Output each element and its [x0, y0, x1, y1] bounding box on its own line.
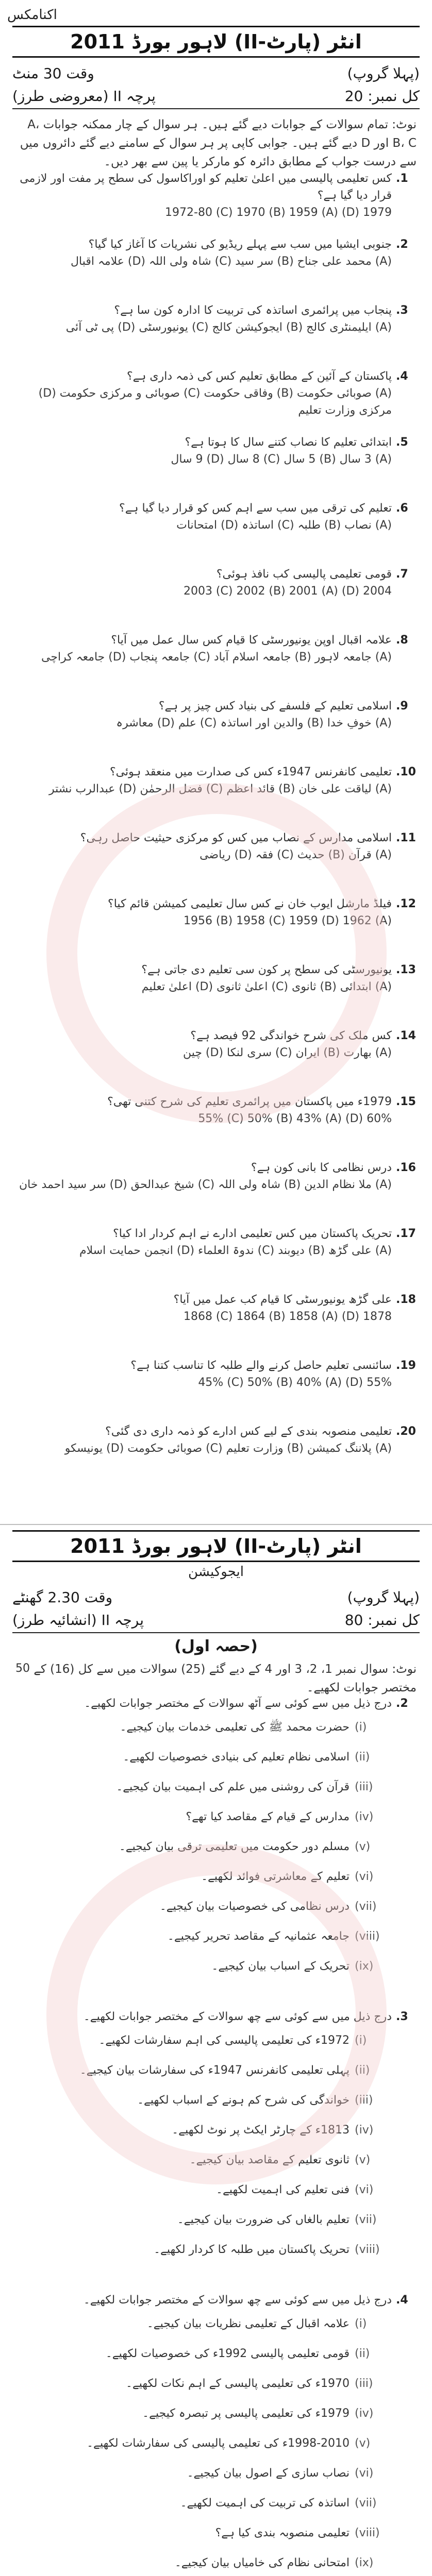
question-number: 2. — [396, 238, 408, 251]
question-options: 55% (D) 45% (C) 50% (B) 40% (A) — [198, 1376, 392, 1389]
question-number: 19. — [396, 1359, 416, 1372]
question-item — [15, 1357, 417, 1391]
question-item — [15, 368, 417, 419]
subject-label-2: ایجوکیشن — [188, 1564, 244, 1580]
short-question-text: قرآن کی روشنی میں علم کی اہمیت بیان کیجیے۔ — [116, 1781, 350, 1793]
question-stem: پنجاب میں پرائمری اساتذہ کی تربیت کا ادارہ کون سا ہے؟ — [114, 304, 392, 317]
question-number: 1. — [396, 172, 408, 185]
short-question-item — [15, 2122, 417, 2139]
question-item — [15, 1423, 417, 1457]
question-number: 7. — [396, 568, 408, 581]
question-options: (A) لیاقت علی خان (B) قائد اعظم (C) فضل الرحمٰن (D) عبدالرب نشتر — [48, 783, 392, 795]
short-question-text: 1970ء کی تعلیمی پالیسی کے اہم نکات لکھیے۔ — [125, 2377, 350, 2390]
roman-numeral: (vi) — [355, 2183, 374, 2196]
question-stem: اسلامی تعلیم کے فلسفے کی بنیاد کس چیز پر ہے؟ — [158, 700, 392, 713]
question-options: (A) محمد علی جناح (B) سر سید (C) شاہ ولی اللہ (D) علامہ اقبال — [71, 255, 392, 268]
question-options: (A) ابتدائی (B) ثانوی (C) اعلیٰ ثانوی (D) اعلیٰ تعلیم — [141, 980, 392, 993]
question-stem: کس تعلیمی پالیسی میں اعلیٰ تعلیم کو اوراکاسول کی سطح پر مفت اور لازمی قرار دیا گیا ہے؟ — [20, 172, 392, 202]
board-banner-2: انٹر (پارٹ-II) لاہور بورڈ 2011 — [12, 1530, 420, 1562]
question-number: 17. — [396, 1227, 416, 1240]
instructions-note: نوٹ: تمام سوالات کے جوابات دیے گئے ہیں۔ ہر سوال کے چار ممکنہ جوابات A، B، C اور D دیے گئے ہیں۔ جوابی کاپی پر ہر سوال کے سامنے دیے گئے دائروں میں سے درست جواب کے مطابق دائرہ کو مارکر یا پین سے بھر دیں۔ — [20, 118, 417, 168]
short-question-text: مدارس کے قیام کے مقاصد کیا تھے؟ — [186, 1810, 350, 1823]
question-number: 15. — [396, 1095, 416, 1108]
roman-numeral: (vi) — [355, 1870, 374, 1883]
short-question-item — [15, 1778, 417, 1795]
question-options: 1878 (D) 1868 (C) 1864 (B) 1858 (A) — [183, 1310, 392, 1323]
question-options: (A) جامعہ لاہور (B) جامعہ اسلام آباد (C) جامعہ پنجاب (D) جامعہ کراچی — [41, 651, 392, 664]
roman-numeral: (vii) — [355, 1900, 377, 1913]
paper-label-2: پرچہ II (انشائیہ طرز) — [12, 1611, 144, 1629]
short-question-text: جامعہ عثمانیہ کے مقاصد تحریر کیجیے۔ — [167, 1930, 350, 1943]
question-options: (A) نصاب (B) طلبہ (C) اساتذہ (D) امتحانات — [176, 519, 392, 532]
question-number: 2. — [396, 1697, 408, 1710]
short-question-text: مسلم دور حکومت میں تعلیمی ترقی بیان کیجیے۔ — [119, 1840, 350, 1853]
question-item — [15, 566, 417, 600]
question-item — [15, 764, 417, 798]
question-number: 9. — [396, 700, 408, 713]
paper-row-2 — [12, 1607, 420, 1633]
roman-numeral: (v) — [355, 2437, 371, 2450]
short-question-item — [15, 2375, 417, 2392]
question-stem: 1979ء میں پاکستان میں پرائمری تعلیم کی شرح کتنی تھی؟ — [107, 1095, 392, 1108]
question-options: (A) قرآن (B) حدیث (C) فقہ (D) ریاضی — [200, 849, 392, 861]
question-number: 16. — [396, 1161, 416, 1174]
section-one-heading: (حصہ اول) — [174, 1637, 258, 1655]
question-options: (A) 1956 (B) 1958 (C) 1959 (D) 1962 — [183, 914, 392, 927]
question-number: 3. — [396, 2010, 408, 2023]
question-item — [15, 1225, 417, 1259]
question-item — [15, 1291, 417, 1325]
question-number: 18. — [396, 1293, 416, 1306]
short-question-item — [15, 1958, 417, 1975]
question-number: 8. — [396, 634, 408, 647]
question-item — [15, 895, 417, 929]
question-item — [15, 1027, 417, 1061]
question-number: 11. — [396, 832, 416, 844]
short-question-text: ثانوی تعلیم کے مقاصد بیان کیجیے۔ — [189, 2154, 350, 2166]
subjective-paper — [0, 1525, 432, 2576]
question-stem: علامہ اقبال اوپن یونیورسٹی کا قیام کس سال عمل میں آیا؟ — [111, 634, 392, 647]
question-options: (A) بھارت (B) ایران (C) سری لنکا (D) چین — [182, 1046, 392, 1059]
question-stem: تعلیمی منصوبہ بندی کے لیے کس ادارے کو ذمہ داری دی گئی؟ — [105, 1425, 392, 1438]
question-item — [15, 1093, 417, 1127]
roman-numeral: (i) — [355, 1721, 367, 1734]
question-number: 6. — [396, 502, 408, 515]
roman-numeral: (vi) — [355, 2467, 374, 2480]
question-stem: ابتدائی تعلیم کا نصاب کتنے سال کا ہوتا ہے؟ — [185, 436, 392, 449]
question-options: 2004 (D) 2003 (C) 2002 (B) 2001 (A) — [183, 585, 392, 598]
question-item — [15, 236, 417, 270]
short-question-text: فنی تعلیم کی اہمیت لکھیے۔ — [216, 2183, 350, 2196]
roman-numeral: (iii) — [355, 2377, 373, 2390]
question-stem: کس ملک کی شرح خواندگی 92 فیصد ہے؟ — [190, 1029, 392, 1042]
question-item — [15, 500, 417, 534]
roman-numeral: (iv) — [355, 1810, 374, 1823]
short-question-item — [15, 2495, 417, 2512]
question-stem: تعلیم کی ترقی میں سب سے اہم کس کو قرار دیا گیا ہے؟ — [119, 502, 392, 515]
short-question-item — [15, 2435, 417, 2452]
question-group-heading — [15, 2292, 417, 2309]
short-question-text: نصاب سازی کے اصول بیان کیجیے۔ — [187, 2467, 350, 2480]
roman-numeral: (ii) — [355, 2064, 370, 2077]
short-question-item — [15, 2554, 417, 2571]
short-question-item — [15, 1719, 417, 1736]
question-stem: درس نظامی کا بانی کون ہے؟ — [251, 1161, 392, 1174]
q-marks: 50 — [15, 1662, 30, 1675]
question-number: 12. — [396, 897, 416, 910]
short-question-text: درس نظامی کی خصوصیات بیان کیجیے۔ — [159, 1900, 350, 1913]
short-question-item — [15, 2062, 417, 2079]
roman-numeral: (iv) — [355, 2124, 374, 2137]
info-row-2 — [12, 1585, 420, 1609]
short-question-item — [15, 2315, 417, 2332]
short-question-item — [15, 1838, 417, 1855]
question-number: 20. — [396, 1425, 416, 1438]
short-question-text: اساتذہ کی تربیت کی اہمیت لکھیے۔ — [180, 2497, 350, 2510]
short-question-item — [15, 2211, 417, 2228]
question-item — [15, 961, 417, 995]
question-number: 3. — [396, 304, 408, 317]
short-question-text: 1979ء کی تعلیمی پالیسی پر تبصرہ کیجیے۔ — [142, 2407, 350, 2420]
subject-label: اکنامکس — [7, 7, 57, 23]
short-question-item — [15, 1749, 417, 1766]
short-question-item — [15, 2241, 417, 2258]
short-question-item — [15, 1928, 417, 1945]
question-item — [15, 170, 417, 221]
paper-label: پرچہ II (معروضی طرز) — [12, 87, 156, 105]
question-stem: تحریک پاکستان میں کس تعلیمی ادارے نے اہم کردار ادا کیا؟ — [113, 1227, 392, 1240]
short-question-text: 1813ء کے چارٹر ایکٹ پر نوٹ لکھیے۔ — [172, 2124, 350, 2137]
question-group-title: درج ذیل میں سے کوئی سے چھ سوالات کے مختصر جوابات لکھیے۔ — [83, 2010, 392, 2023]
question-stem: پاکستان کے آئین کے مطابق تعلیم کس کی ذمہ داری ہے؟ — [126, 370, 392, 383]
roman-numeral: (v) — [355, 1840, 371, 1853]
info-row — [12, 61, 420, 86]
question-options: (A) ملا نظام الدین (B) شاہ ولی اللہ (C) شیخ عبدالحق (D) سر سید احمد خان — [19, 1178, 392, 1191]
question-stem: تعلیمی کانفرنس 1947ء کس کی صدارت میں منعقد ہوئی؟ — [109, 766, 392, 778]
question-group-title: درج ذیل میں سے کوئی سے آٹھ سوالات کے مختصر جوابات لکھیے۔ — [84, 1697, 392, 1710]
question-stem: علی گڑھ یونیورسٹی کا قیام کب عمل میں آیا؟ — [173, 1293, 392, 1306]
short-question-item — [15, 2405, 417, 2422]
question-number: 4. — [396, 370, 408, 383]
roman-numeral: (viii) — [355, 2243, 380, 2256]
roman-numeral: (i) — [355, 2034, 367, 2047]
short-question-item — [15, 2465, 417, 2482]
question-item — [15, 829, 417, 863]
short-question-text: امتحانی نظام کی خامیاں بیان کیجیے۔ — [174, 2556, 350, 2569]
roman-numeral: (iii) — [355, 2094, 373, 2107]
roman-numeral: (ii) — [355, 2347, 370, 2360]
short-question-item — [15, 2151, 417, 2168]
question-options: (A) علی گڑھ (B) دیوبند (C) ندوۃ العلماء (D) انجمن حمایت اسلام — [79, 1244, 392, 1257]
time-label: وقت 30 منٹ — [12, 64, 94, 82]
roman-numeral: (ii) — [355, 1751, 370, 1764]
question-options: (A) 3 سال (B) 5 سال (C) 8 سال (D) 9 سال — [171, 453, 392, 466]
short-question-item — [15, 2092, 417, 2109]
question-item — [15, 434, 417, 468]
question-stem: فیلڈ مارشل ایوب خان نے کس سال تعلیمی کمیشن قائم کیا؟ — [108, 897, 392, 910]
short-question-text: تحریک پاکستان میں طلبہ کا کردار لکھیے۔ — [154, 2243, 350, 2256]
short-question-text: حضرت محمد ﷺ کی تعلیمی خدمات بیان کیجیے۔ — [120, 1721, 350, 1734]
roman-numeral: (vii) — [355, 2213, 377, 2226]
short-question-text: 1972ء کی تعلیمی پالیسی کی اہم سفارشات لکھیے۔ — [98, 2034, 350, 2047]
short-question-text: قومی تعلیمی پالیسی 1992ء کی خصوصیات لکھیے۔ — [105, 2347, 350, 2360]
question-options: (A) خوفِ خدا (B) والدین اور اساتذہ (C) علم (D) معاشرہ — [116, 717, 392, 730]
short-question-text: تعلیمی منصوبہ بندی کیا ہے؟ — [215, 2527, 350, 2539]
question-stem: جنوبی ایشیا میں سب سے پہلے ریڈیو کی نشریات کا آغاز کیا گیا؟ — [88, 238, 392, 251]
short-question-text: تعلیم کے معاشرتی فوائد لکھیے۔ — [201, 1870, 350, 1883]
short-question-text: اسلامی نظام تعلیم کی بنیادی خصوصیات لکھیے۔ — [123, 1751, 350, 1764]
short-question-item — [15, 1808, 417, 1825]
short-question-item — [15, 2181, 417, 2198]
group-label: (پہلا گروپ) — [347, 64, 420, 82]
question-number: 14. — [396, 1029, 416, 1042]
short-question-text: علامہ اقبال کے تعلیمی نظریات بیان کیجیے۔ — [146, 2317, 350, 2330]
short-question-item — [15, 2345, 417, 2362]
roman-numeral: (i) — [355, 2317, 367, 2330]
total-marks-label-2: کل نمبر: 80 — [344, 1611, 420, 1629]
short-question-text: تحریک کے اسباب بیان کیجیے۔ — [211, 1960, 350, 1973]
question-item — [15, 698, 417, 732]
paper-row — [12, 83, 420, 109]
roman-numeral: (viii) — [355, 2527, 380, 2539]
question-item — [15, 632, 417, 666]
roman-numeral: (iii) — [355, 1781, 373, 1793]
roman-numeral: (ix) — [355, 1960, 374, 1973]
question-number: 4. — [396, 2294, 408, 2307]
total-marks-label: کل نمبر: 20 — [344, 87, 420, 105]
instructions-note-2: نوٹ: سوال نمبر 1، 2، 3 اور 4 کے دیے گئے (25) سوالات میں سے کل (16) کے مختصر جوابات لکھیے۔ — [34, 1663, 417, 1694]
short-question-text: پہلی تعلیمی کانفرنس 1947ء کی سفارشات بیان کیجیے۔ — [79, 2064, 350, 2077]
question-options: (A) ایلیمنٹری کالج (B) ایجوکیشن کالج (C) یونیورسٹی (D) پی ٹی آئی — [65, 321, 392, 334]
question-stem: قومی تعلیمی پالیسی کب نافذ ہوئی؟ — [216, 568, 392, 581]
roman-numeral: (viii) — [355, 1930, 380, 1943]
question-stem: سائنسی تعلیم حاصل کرنے والے طلبہ کا تناسب کتنا ہے؟ — [130, 1359, 392, 1372]
short-question-text: خواندگی کی شرح کم ہونے کے اسباب لکھیے۔ — [137, 2094, 350, 2107]
question-group-heading — [15, 2008, 417, 2025]
roman-numeral: (iv) — [355, 2407, 374, 2420]
short-question-text: 1998-2010ء کی تعلیمی پالیسی کی سفارشات لکھیے۔ — [87, 2437, 350, 2450]
question-item — [15, 1159, 417, 1193]
question-number: 13. — [396, 963, 416, 976]
question-options: (A) صوبائی حکومت (B) وفاقی حکومت (C) صوبائی و مرکزی حکومت (D) مرکزی وزارت تعلیم — [38, 387, 392, 417]
question-options: (A) پلاننگ کمیشن (B) وزارت تعلیم (C) صوبائی حکومت (D) یونیسکو — [64, 1442, 392, 1455]
question-number: 10. — [396, 766, 416, 778]
question-options: 60% (D) 55% (C) 50% (B) 43% (A) — [198, 1112, 392, 1125]
question-group-heading — [15, 1695, 417, 1712]
roman-numeral: (ix) — [355, 2556, 374, 2569]
roman-numeral: (vii) — [355, 2497, 377, 2510]
question-options: 1979 (D) 1972-80 (C) 1970 (B) 1959 (A) — [165, 206, 392, 219]
time-label-2: وقت 2.30 گھنٹے — [12, 1588, 113, 1606]
short-question-text: تعلیم بالغاں کی ضرورت بیان کیجیے۔ — [177, 2213, 350, 2226]
question-group-title: درج ذیل میں سے کوئی سے چھ سوالات کے مختصر جوابات لکھیے۔ — [83, 2294, 392, 2307]
question-number: 5. — [396, 436, 408, 449]
short-question-item — [15, 2032, 417, 2049]
short-question-item — [15, 2524, 417, 2541]
board-banner: انٹر (پارٹ-II) لاہور بورڈ 2011 — [12, 26, 420, 58]
question-stem: یونیورسٹی کی سطح پر کون سی تعلیم دی جاتی ہے؟ — [141, 963, 392, 976]
short-question-item — [15, 1898, 417, 1915]
question-item — [15, 302, 417, 336]
roman-numeral: (v) — [355, 2154, 371, 2166]
question-stem: اسلامی مدارس کے نصاب میں کس کو مرکزی حیثیت حاصل رہی؟ — [80, 832, 392, 844]
short-question-item — [15, 1868, 417, 1885]
group-label-2: (پہلا گروپ) — [347, 1588, 420, 1606]
